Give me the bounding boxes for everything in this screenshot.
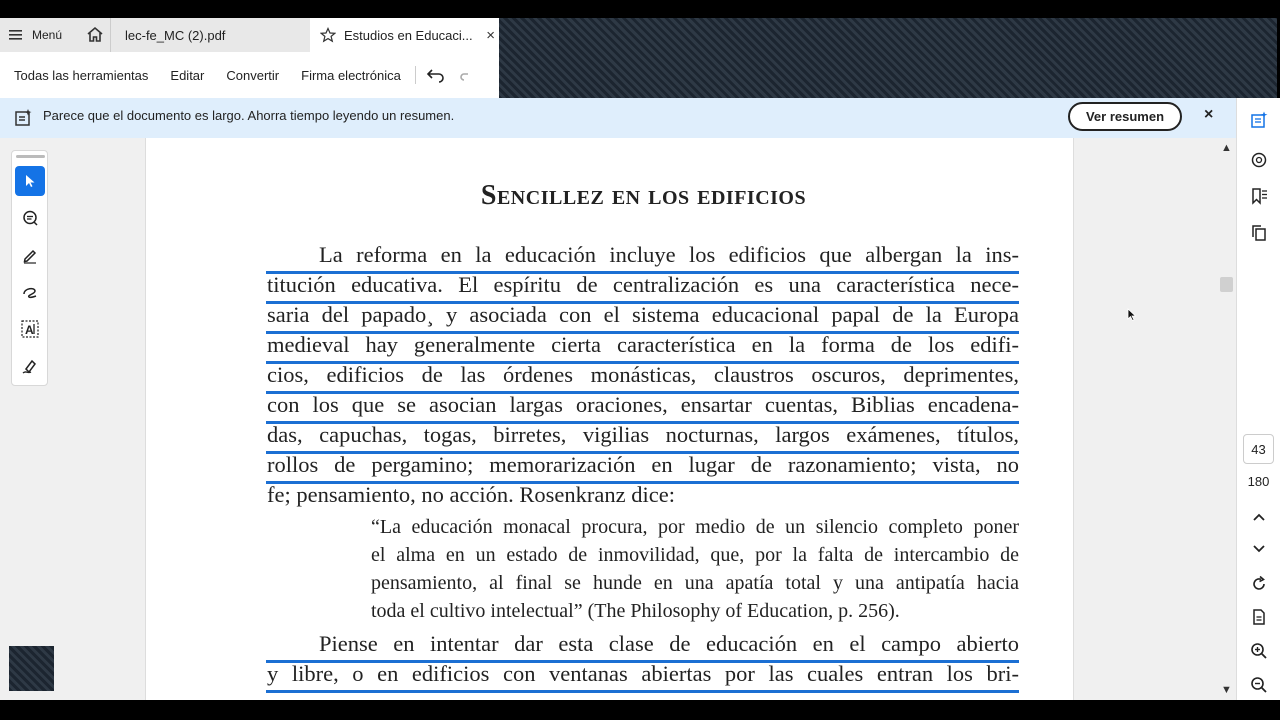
ai-summary-button[interactable] <box>1247 108 1271 132</box>
quote-line: el alma en un estado de inmovilidad, que, por la falta de intercambio de <box>371 544 1019 566</box>
chevron-down-icon <box>1252 544 1266 554</box>
page-document-icon <box>1250 608 1268 626</box>
convert-button[interactable]: Convertir <box>226 67 280 83</box>
text-line: medieval hay generalmente cierta característica en la forma de los edifi- <box>267 332 1019 357</box>
comment-tool-button[interactable] <box>15 203 45 233</box>
bookmark-icon <box>1250 187 1268 205</box>
edit-button[interactable]: Editar <box>170 67 205 83</box>
main-toolbar <box>0 52 499 98</box>
menu-button[interactable] <box>8 24 62 46</box>
comment-icon <box>21 209 39 227</box>
zoom-in-button[interactable] <box>1247 639 1271 663</box>
pages-panel-button[interactable] <box>1247 221 1271 245</box>
text-select-tool-button[interactable] <box>15 314 45 344</box>
redo-button[interactable] <box>460 67 470 83</box>
text-line: y libre, o en edificios con ventanas abiertas por las cuales entran los bri- <box>267 661 1019 686</box>
freehand-draw-icon <box>21 283 39 301</box>
menu-label: Menú <box>32 28 63 42</box>
signature-pen-icon <box>21 357 39 375</box>
hamburger-icon <box>8 28 24 42</box>
redo-icon <box>460 67 470 83</box>
tab-row <box>0 18 499 52</box>
notification-text: Parece que el documento es largo. Ahorra tiempo leyendo un resumen. <box>43 108 455 123</box>
sign-tool-button[interactable] <box>15 351 45 381</box>
text-line: cios, edificios de las órdenes monásticas, claustros oscuros, deprimentes, <box>267 362 1019 387</box>
tab-close-button[interactable]: × <box>486 27 495 44</box>
esign-button[interactable]: Firma electrónica <box>301 67 401 83</box>
comment-add-icon <box>1250 151 1268 169</box>
copy-pages-icon <box>1250 224 1268 242</box>
rotate-button[interactable] <box>1247 572 1271 596</box>
quote-line: toda el cultivo intelectual” (The Philosophy of Education, p. 256). <box>371 600 900 622</box>
screen-bottom-bar <box>0 700 1280 720</box>
star-icon[interactable] <box>320 27 336 43</box>
quote-line: pensamiento, al final se hunde en una apatía total y una antipatía hacia <box>371 572 1019 594</box>
highlight-tool-button[interactable] <box>15 240 45 270</box>
draw-tool-button[interactable] <box>15 277 45 307</box>
undo-button[interactable] <box>426 67 446 83</box>
tab-label: lec-fe_MC (2).pdf <box>125 27 226 43</box>
section-title: Sencillez en los edificios <box>480 180 807 211</box>
scroll-up-arrow-icon[interactable]: ▲ <box>1221 142 1232 154</box>
total-pages: 180 <box>1247 474 1270 489</box>
summary-notification-bar <box>0 98 1236 138</box>
home-button[interactable] <box>84 24 106 46</box>
tab-label: Estudios en Educaci... <box>344 27 473 43</box>
select-tool-button[interactable] <box>15 166 45 196</box>
toolbar-divider <box>415 66 416 84</box>
text-line: fe; pensamiento, no acción. Rosenkranz dice: <box>267 482 675 507</box>
home-icon <box>86 26 104 44</box>
zoom-out-icon <box>1250 676 1268 694</box>
comments-panel-button[interactable] <box>1247 148 1271 172</box>
scroll-down-arrow-icon[interactable]: ▼ <box>1221 684 1232 696</box>
text-line: rollos de pergamino; memorarización en lugar de razonamiento; vista, no <box>267 452 1019 477</box>
text-line: La reforma en la educación incluye los edificios que albergan la ins- <box>319 242 1019 267</box>
bookmarks-panel-button[interactable] <box>1247 184 1271 208</box>
undo-icon <box>426 67 446 83</box>
background-window-region <box>499 18 1277 99</box>
pen-icon <box>21 246 39 264</box>
vertical-scrollbar[interactable] <box>1216 138 1236 700</box>
summary-icon <box>13 108 33 128</box>
svg-text:A: A <box>25 323 34 337</box>
cursor-arrow-icon <box>22 173 38 189</box>
rotate-icon <box>1250 575 1268 593</box>
text-line: das, capuchas, togas, birretes, vigilias nocturnas, largos exámenes, títulos, <box>267 422 1019 447</box>
zoom-out-button[interactable] <box>1247 673 1271 697</box>
quick-tools-panel <box>11 150 48 386</box>
text-line: con los que se asocian largas oraciones, ensartar cuentas, Biblias encadena- <box>267 392 1019 417</box>
zoom-in-icon <box>1250 642 1268 660</box>
scrollbar-thumb[interactable] <box>1220 277 1233 292</box>
notification-close-button[interactable]: × <box>1204 106 1214 123</box>
text-box-icon <box>20 319 40 339</box>
ai-assistant-icon <box>1250 111 1268 129</box>
text-line: Piense en intentar dar esta clase de educación en el campo abierto <box>319 631 1019 656</box>
mouse-pointer-icon <box>1127 308 1137 322</box>
all-tools-button[interactable]: Todas las herramientas <box>14 67 149 83</box>
previous-page-button[interactable] <box>1247 505 1271 529</box>
screen-top-bar <box>0 0 1280 18</box>
current-page-input[interactable]: 43 <box>1243 434 1274 464</box>
right-side-rail <box>1236 98 1280 700</box>
text-line: saria del papado¸ y asociada con el sistema educacional papal de la Europa <box>267 302 1019 327</box>
next-page-button[interactable] <box>1247 537 1271 561</box>
quote-line: “La educación monacal procura, por medio de un silencio completo poner <box>371 516 1019 538</box>
page-fit-button[interactable] <box>1247 605 1271 629</box>
tab-document-1[interactable] <box>110 18 310 52</box>
text-line: titución educativa. El espíritu de centralización es una característica nece- <box>267 272 1019 297</box>
tab-document-2[interactable] <box>310 18 499 52</box>
chevron-up-icon <box>1252 512 1266 522</box>
view-summary-button[interactable]: Ver resumen <box>1068 102 1182 131</box>
highlight-underline <box>266 690 1019 693</box>
background-thumbnail <box>9 646 54 691</box>
drag-handle[interactable] <box>16 155 45 158</box>
